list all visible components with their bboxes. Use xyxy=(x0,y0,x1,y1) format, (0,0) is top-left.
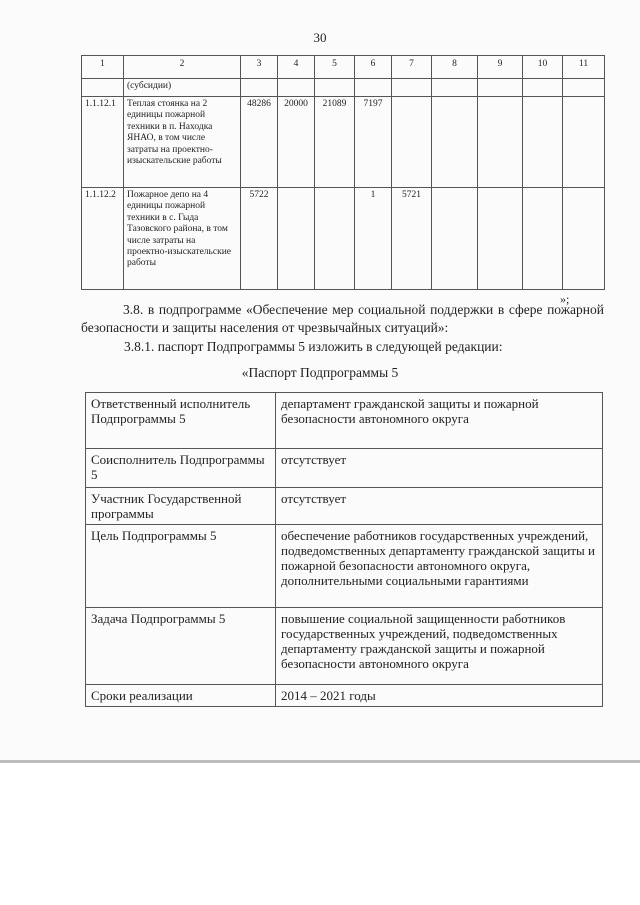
cell-value xyxy=(315,79,355,97)
passport-value: обеспечение работников государственных учреждений, подведомственных департаменту гражданской защиты и пожарной безопасности автономного округа, дополнительными социальными гарантиями xyxy=(276,525,603,608)
passport-label: Участник Государственной программы xyxy=(86,488,276,525)
scan-edge-line xyxy=(0,760,640,763)
cell-value: 21089 xyxy=(315,97,355,188)
column-header: 4 xyxy=(278,56,315,79)
cell-value: 5722 xyxy=(241,188,278,290)
passport-value: отсутствует xyxy=(276,449,603,488)
passport-row xyxy=(86,608,603,685)
passport-label: Ответственный исполнитель Подпрограммы 5 xyxy=(86,393,276,449)
cell-value xyxy=(392,79,432,97)
row-name: Пожарное депо на 4 единицы пожарной техники в с. Гыда Тазовского района, в том числе затраты на проектно-изыскательские работы xyxy=(124,188,241,290)
cell-value: 1 xyxy=(355,188,392,290)
cell-value xyxy=(278,79,315,97)
column-header: 9 xyxy=(478,56,523,79)
passport-value: департамент гражданской защиты и пожарной безопасности автономного округа xyxy=(276,393,603,449)
passport-row xyxy=(86,449,603,488)
column-header: 7 xyxy=(392,56,432,79)
column-header: 1 xyxy=(82,56,124,79)
passport-row xyxy=(86,488,603,525)
passport-row xyxy=(86,393,603,449)
paragraph-3-8: 3.8. в подпрограмме «Обеспечение мер социальной поддержки в сфере пожарной безопасности и защиты населения от чрезвычайных ситуаций»: xyxy=(81,302,604,335)
passport-label: Соисполнитель Подпрограммы 5 xyxy=(86,449,276,488)
passport-value: отсутствует xyxy=(276,488,603,525)
cell-value xyxy=(355,79,392,97)
passport-row xyxy=(86,685,603,707)
cell-value xyxy=(392,97,432,188)
column-header: 11 xyxy=(563,56,605,79)
passport-value: 2014 – 2021 годы xyxy=(276,685,603,707)
table-row xyxy=(82,79,605,97)
paragraph-3-8-1: 3.8.1. паспорт Подпрограммы 5 изложить в следующей редакции: xyxy=(124,339,503,354)
row-code: 1.1.12.2 xyxy=(82,188,124,290)
passport-row xyxy=(86,525,603,608)
row-name: (субсидии) xyxy=(124,79,241,97)
column-header: 3 xyxy=(241,56,278,79)
table-row xyxy=(82,188,605,290)
passport-label: Задача Подпрограммы 5 xyxy=(86,608,276,685)
table-header-row xyxy=(82,56,605,79)
table-row xyxy=(82,97,605,188)
passport-table xyxy=(85,392,603,707)
cell-value xyxy=(241,79,278,97)
row-code: 1.1.12.1 xyxy=(82,97,124,188)
page-number: 30 xyxy=(313,30,327,45)
closing-quote: »; xyxy=(560,292,570,306)
budget-table xyxy=(81,55,605,290)
cell-value: 48286 xyxy=(241,97,278,188)
column-header: 6 xyxy=(355,56,392,79)
cell-value xyxy=(315,188,355,290)
passport-title: «Паспорт Подпрограммы 5 xyxy=(241,365,399,380)
cell-value: 20000 xyxy=(278,97,315,188)
cell-value: 5721 xyxy=(392,188,432,290)
cell-value: 7197 xyxy=(355,97,392,188)
column-header: 8 xyxy=(432,56,478,79)
passport-label: Цель Подпрограммы 5 xyxy=(86,525,276,608)
row-name: Теплая стоянка на 2 единицы пожарной техники в п. Находка ЯНАО, в том числе затраты на проектно-изыскательские работы xyxy=(124,97,241,188)
cell-value xyxy=(278,188,315,290)
row-code xyxy=(82,79,124,97)
column-header: 2 xyxy=(124,56,241,79)
passport-label: Сроки реализации xyxy=(86,685,276,707)
column-header: 5 xyxy=(315,56,355,79)
passport-value: повышение социальной защищенности работников государственных учреждений, подведомственных департаменту гражданской защиты и пожарной безопасности автономного округа xyxy=(276,608,603,685)
column-header: 10 xyxy=(523,56,563,79)
